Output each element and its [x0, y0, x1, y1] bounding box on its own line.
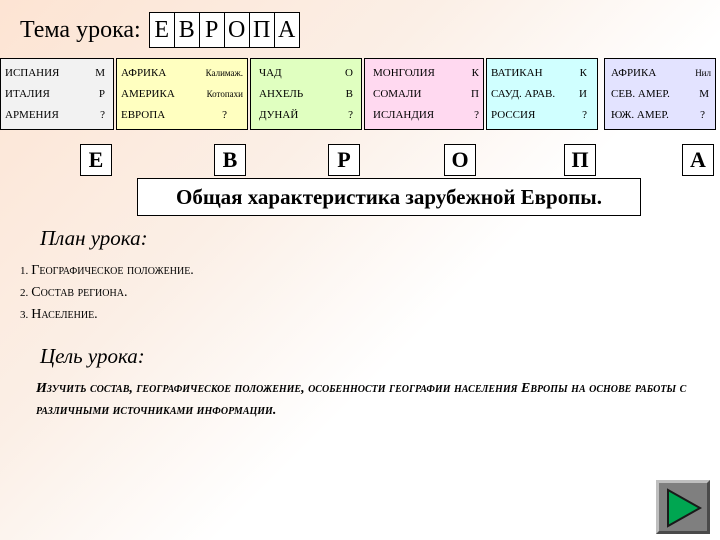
plan-item-number: 2. — [20, 287, 29, 299]
puzzle-word: АМЕРИКА — [121, 88, 175, 100]
puzzle-row — [1, 105, 113, 125]
puzzle-row — [487, 84, 597, 104]
puzzle-letter: М — [699, 88, 709, 100]
puzzle-block-6 — [604, 58, 716, 130]
puzzle-block-4 — [364, 58, 484, 130]
plan-item-number: 1. — [20, 265, 29, 277]
puzzle-word: ЮЖ. АМЕР. — [611, 109, 669, 121]
puzzle-letter: Калимаж. — [205, 68, 243, 78]
puzzle-word: РОССИЯ — [491, 109, 536, 121]
puzzle-word: МОНГОЛИЯ — [373, 67, 435, 79]
answer-letter[interactable]: В — [214, 144, 246, 176]
topic-letter: Р — [200, 13, 225, 47]
puzzle-row — [605, 84, 715, 104]
puzzle-word: СОМАЛИ — [373, 88, 422, 100]
puzzle-row — [365, 105, 483, 125]
puzzle-letter: И — [579, 88, 587, 100]
puzzle-word: САУД. АРАВ. — [491, 88, 556, 100]
puzzle-row — [605, 105, 715, 125]
puzzle-letter: ? — [348, 109, 353, 121]
topic-letter: В — [175, 13, 200, 47]
puzzle-block-1 — [0, 58, 114, 130]
puzzle-word: АНХЕЛЬ — [259, 88, 304, 100]
answer-letter[interactable]: А — [682, 144, 714, 176]
play-triangle-icon — [665, 488, 703, 528]
puzzle-letter: О — [345, 67, 353, 79]
puzzle-letter: К — [579, 67, 587, 79]
puzzle-row — [487, 105, 597, 125]
puzzle-letter: В — [345, 88, 353, 100]
puzzle-letter: ? — [100, 109, 105, 121]
topic-letter: П — [250, 13, 275, 47]
puzzle-row — [365, 84, 483, 104]
puzzle-row — [251, 105, 361, 125]
puzzle-letter: Р — [98, 88, 105, 100]
puzzle-row — [487, 63, 597, 83]
puzzle-row — [117, 63, 247, 83]
topic-label: Тема урока: — [20, 16, 141, 43]
plan-item-text: Географическое положение. — [31, 263, 194, 278]
puzzle-word: АФРИКА — [611, 67, 657, 79]
plan-list — [20, 260, 194, 326]
puzzle-letter: Котопахи — [206, 89, 243, 99]
puzzle-word: ВАТИКАН — [491, 67, 543, 79]
plan-item — [20, 282, 194, 304]
puzzle-word: ИСЛАНДИЯ — [373, 109, 435, 121]
plan-item-text: Состав региона. — [31, 285, 128, 300]
puzzle-row — [1, 63, 113, 83]
topic-letter: О — [225, 13, 250, 47]
puzzle-letter: К — [471, 67, 479, 79]
answer-letter[interactable]: Е — [80, 144, 112, 176]
puzzle-word: ИТАЛИЯ — [5, 88, 50, 100]
lesson-subtitle: Общая характеристика зарубежной Европы. — [137, 178, 641, 216]
puzzle-block-5 — [486, 58, 598, 130]
puzzle-row — [117, 105, 247, 125]
topic-letter: Е — [150, 13, 175, 47]
puzzle-letter: Нил — [695, 68, 711, 78]
puzzle-word: ЧАД — [259, 67, 282, 79]
puzzle-row — [251, 84, 361, 104]
next-slide-button[interactable] — [656, 480, 710, 534]
puzzle-letter: ? — [582, 109, 587, 121]
puzzle-block-3 — [250, 58, 362, 130]
puzzle-letter: ? — [474, 109, 479, 121]
goal-text: Изучить состав, географическое положение, особенности географии населения Европы на основе работы с различными источниками информации. — [36, 381, 687, 418]
puzzle-letter: ? — [222, 109, 227, 121]
puzzle-row — [1, 84, 113, 104]
plan-item-text: Население. — [31, 307, 98, 322]
plan-item-number: 3. — [20, 309, 29, 321]
puzzle-letter: М — [95, 67, 105, 79]
topic-letters — [149, 12, 300, 48]
puzzle-word: СЕВ. АМЕР. — [611, 88, 670, 100]
puzzle-row — [605, 63, 715, 83]
answer-letter[interactable]: О — [444, 144, 476, 176]
puzzle-row — [365, 63, 483, 83]
puzzle-letter: П — [471, 88, 479, 100]
puzzle-word: ИСПАНИЯ — [5, 67, 60, 79]
topic-letter: А — [278, 17, 296, 43]
lesson-topic — [20, 12, 300, 48]
puzzle-word: ДУНАЙ — [259, 109, 299, 121]
puzzle-word: АРМЕНИЯ — [5, 109, 59, 121]
puzzle-row — [117, 84, 247, 104]
plan-item — [20, 260, 194, 282]
puzzle-letter: ? — [700, 109, 705, 121]
puzzle-word: ЕВРОПА — [121, 109, 166, 121]
answer-letter[interactable]: Р — [328, 144, 360, 176]
puzzle-word: АФРИКА — [121, 67, 167, 79]
answer-letter[interactable]: П — [564, 144, 596, 176]
plan-heading: План урока: — [40, 226, 148, 250]
puzzle-block-2 — [116, 58, 248, 130]
puzzle-row — [251, 63, 361, 83]
goal-heading: Цель урока: — [40, 344, 145, 368]
plan-item — [20, 304, 194, 326]
